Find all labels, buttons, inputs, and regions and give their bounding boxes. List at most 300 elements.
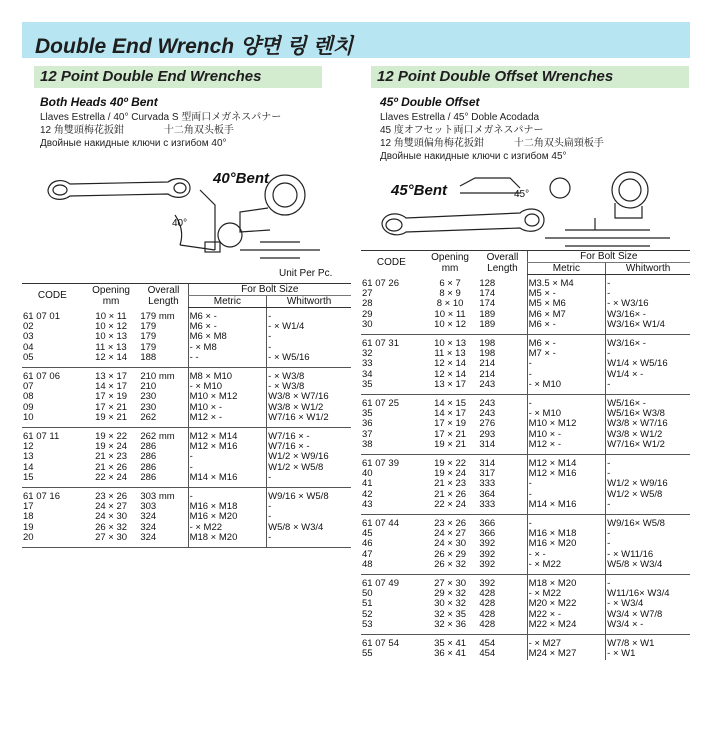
header-bolt-size: For Bolt Size xyxy=(188,284,351,296)
cell-opening: 19 × 21 xyxy=(422,440,479,455)
cell-metric: - xyxy=(527,515,606,530)
table-row xyxy=(361,490,690,500)
cell-whitworth: - × W1/4 xyxy=(267,322,351,332)
cell-length: 392 xyxy=(479,578,496,590)
cell-code: 61 07 54 xyxy=(362,638,399,650)
cell-metric: M16 × M20 xyxy=(527,539,606,549)
cell-length: 243 xyxy=(479,398,496,410)
cell-length: 179 xyxy=(140,331,157,343)
cell-code: 35 xyxy=(361,380,422,395)
cell-length: 243 xyxy=(479,408,496,420)
cell-whitworth: W5/8 × W3/4 xyxy=(606,560,690,575)
header-metric: Metric xyxy=(188,296,267,308)
cell-opening: 32 × 36 xyxy=(422,620,479,635)
cell-length: 179 xyxy=(140,321,157,333)
table-row xyxy=(22,473,351,488)
cell-metric: M12 × M16 xyxy=(527,469,606,479)
header-whitworth: Whitworth xyxy=(606,263,690,275)
cell-whitworth: - xyxy=(267,533,351,548)
cell-metric: - xyxy=(527,359,606,369)
header-metric: Metric xyxy=(527,263,606,275)
cell-metric: M10 × M12 xyxy=(188,392,267,402)
cell-opening: 26 × 29 xyxy=(434,548,467,560)
table-row xyxy=(361,320,690,335)
table-row xyxy=(361,529,690,539)
cell-length: 230 xyxy=(140,391,157,403)
cell-opening: 10 × 12 xyxy=(422,320,479,335)
cell-length: 428 xyxy=(479,608,496,620)
cell-code: 53 xyxy=(361,620,422,635)
cell-length: 189 xyxy=(479,308,496,320)
table-row xyxy=(22,413,351,428)
cell-whitworth: W3/8 × W1/2 xyxy=(267,403,351,413)
cell-opening: 21 × 23 xyxy=(434,478,467,490)
cell-length: 428 xyxy=(479,588,496,600)
table-row xyxy=(361,440,690,455)
cell-length: 174 xyxy=(479,298,496,310)
cell-code: 08 xyxy=(23,391,34,403)
cell-opening: 14 × 15 xyxy=(434,398,467,410)
cell-length: 293 xyxy=(479,428,496,440)
cell-metric: M12 × M14 xyxy=(527,455,606,470)
header-code: CODE xyxy=(22,284,83,308)
cell-opening: 24 × 30 xyxy=(434,538,467,550)
cell-whitworth: W7/16 × W1/2 xyxy=(267,413,351,428)
cell-metric: - xyxy=(527,395,606,410)
cell-code: 12 xyxy=(23,441,34,453)
cell-code: 10 xyxy=(22,413,83,428)
cell-length: 324 xyxy=(140,511,157,523)
cell-length: 276 xyxy=(479,418,496,430)
left-bent-label: 40°Bent xyxy=(213,170,270,187)
cell-metric: - × - xyxy=(527,550,606,560)
cell-metric: - × M10 xyxy=(527,409,606,419)
cell-metric: M6 × - xyxy=(188,322,267,332)
cell-opening: 10 × 11 xyxy=(434,308,466,320)
cell-metric: - xyxy=(527,490,606,500)
cell-metric: M16 × M20 xyxy=(188,512,267,522)
cell-whitworth: - xyxy=(606,275,690,290)
cell-opening: 8 × 10 xyxy=(436,298,464,310)
right-bent-label: 45°Bent xyxy=(391,182,448,199)
cell-metric: M12 × M16 xyxy=(188,442,267,452)
cell-length: 188 xyxy=(139,353,188,368)
cell-metric: M5 × - xyxy=(527,289,606,299)
cell-whitworth: W3/4 × W7/8 xyxy=(606,610,690,620)
cell-whitworth: W5/16× W3/8 xyxy=(606,409,690,419)
cell-opening: 10 × 12 xyxy=(95,321,128,333)
cell-code: 61 07 01 xyxy=(23,310,60,322)
cell-code: 43 xyxy=(361,500,422,515)
cell-metric: M6 × - xyxy=(188,308,267,323)
cell-whitworth: - × W3/16 xyxy=(606,299,690,309)
cell-length: 286 xyxy=(139,473,188,488)
table-row xyxy=(361,560,690,575)
cell-metric: M24 × M27 xyxy=(527,649,606,659)
cell-whitworth: W1/2 × W5/8 xyxy=(606,490,690,500)
cell-code: 51 xyxy=(362,598,373,610)
cell-opening: 13 × 17 xyxy=(95,371,128,383)
cell-opening: 19 × 22 xyxy=(95,431,128,443)
cell-length: 392 xyxy=(479,548,496,560)
cell-code: 32 xyxy=(362,348,373,360)
cell-code: 33 xyxy=(362,358,373,370)
cell-length: 230 xyxy=(140,401,157,413)
table-row xyxy=(361,275,690,290)
cell-opening: 8 × 9 xyxy=(439,288,461,300)
cell-whitworth: - xyxy=(606,539,690,549)
cell-whitworth: W3/16× - xyxy=(606,335,690,350)
cell-code: 02 xyxy=(23,321,34,333)
cell-opening: 21 × 23 xyxy=(95,451,128,463)
cell-metric: M16 × M18 xyxy=(188,502,267,512)
cell-opening: 10 × 13 xyxy=(95,331,128,343)
cell-metric: - xyxy=(188,463,267,473)
cell-opening: 23 × 26 xyxy=(95,491,128,503)
cell-opening: 17 × 19 xyxy=(434,418,467,430)
cell-opening: 14 × 17 xyxy=(434,408,467,420)
cell-opening: 23 × 26 xyxy=(434,518,467,530)
cell-opening: 6 × 7 xyxy=(439,277,461,289)
cell-whitworth: - xyxy=(267,343,351,353)
cell-length: 179 xyxy=(140,341,157,353)
cell-metric: - xyxy=(188,452,267,462)
cell-length: 392 xyxy=(479,538,496,550)
cell-length: 454 xyxy=(479,638,496,650)
cell-opening: 19 × 24 xyxy=(434,468,467,480)
cell-whitworth: - xyxy=(606,500,690,515)
cell-whitworth: - xyxy=(606,469,690,479)
cell-whitworth: W3/4 × - xyxy=(606,620,690,635)
cell-code: 50 xyxy=(362,588,373,600)
cell-opening: 17 × 21 xyxy=(434,428,467,440)
cell-metric: M6 × M8 xyxy=(188,332,267,342)
cell-whitworth: W1/4 × - xyxy=(606,370,690,380)
cell-length: 366 xyxy=(479,528,496,540)
cell-whitworth: - × W5/16 xyxy=(267,353,351,368)
table-row xyxy=(22,322,351,332)
cell-code: 38 xyxy=(361,440,422,455)
cell-code: 48 xyxy=(361,560,422,575)
cell-opening: 24 × 30 xyxy=(95,511,128,523)
cell-code: 14 xyxy=(23,461,34,473)
cell-code: 05 xyxy=(22,353,83,368)
cell-length: 314 xyxy=(479,458,496,470)
cell-opening: 24 × 27 xyxy=(434,528,467,540)
cell-whitworth: - xyxy=(267,332,351,342)
cell-length: 262 mm xyxy=(140,431,175,443)
unit-label: Unit Per Pc. xyxy=(279,268,333,279)
cell-code: 55 xyxy=(362,648,373,660)
cell-metric: - xyxy=(527,479,606,489)
header-bolt-size: For Bolt Size xyxy=(527,251,690,263)
cell-length: 210 mm xyxy=(140,371,175,383)
left-ml-line-1: Llaves Estrella / 40° Curvada S 型両口メガネスパナー xyxy=(40,112,282,123)
cell-code: 41 xyxy=(362,478,373,490)
cell-code: 61 07 11 xyxy=(23,431,60,443)
cell-opening: 21 × 26 xyxy=(95,461,128,473)
cell-length: 324 xyxy=(139,533,188,548)
cell-code: 15 xyxy=(22,473,83,488)
cell-length: 198 xyxy=(479,338,496,350)
cell-metric: M18 × M20 xyxy=(188,533,267,548)
cell-metric: M22 × M24 xyxy=(527,620,606,635)
table-row xyxy=(22,308,351,323)
cell-code: 37 xyxy=(362,428,373,440)
cell-code: 18 xyxy=(23,511,34,523)
cell-opening: 12 × 14 xyxy=(434,368,467,380)
table-row xyxy=(22,502,351,512)
cell-length: 392 xyxy=(478,560,527,575)
cell-metric: - × M22 xyxy=(527,560,606,575)
cell-opening: 19 × 21 xyxy=(83,413,140,428)
table-row xyxy=(361,395,690,410)
left-section-title: 12 Point Double End Wrenches xyxy=(34,66,322,88)
cell-opening: 32 × 35 xyxy=(434,608,467,620)
cell-length: 286 xyxy=(140,461,157,473)
left-table-body xyxy=(22,308,351,548)
cell-length: 303 xyxy=(140,501,157,513)
cell-metric: M10 × - xyxy=(188,403,267,413)
header-whitworth: Whitworth xyxy=(267,296,351,308)
cell-whitworth: - xyxy=(606,349,690,359)
cell-length: 243 xyxy=(478,380,527,395)
cell-code: 52 xyxy=(362,608,373,620)
cell-code: 13 xyxy=(23,451,34,463)
table-row xyxy=(361,649,690,659)
cell-opening: 26 × 32 xyxy=(95,521,128,533)
table-row xyxy=(22,533,351,548)
table-row xyxy=(22,488,351,503)
page-title: Double End Wrench 양면 링 렌치 xyxy=(35,35,354,58)
cell-length: 324 xyxy=(140,521,157,533)
cell-code: 45 xyxy=(362,528,373,540)
cell-whitworth: - xyxy=(606,289,690,299)
cell-code: 61 07 25 xyxy=(362,398,399,410)
cell-opening: 21 × 26 xyxy=(434,488,467,500)
table-row xyxy=(361,500,690,515)
cell-opening: 26 × 32 xyxy=(422,560,479,575)
cell-opening: 36 × 41 xyxy=(434,648,467,660)
cell-opening: 14 × 17 xyxy=(95,381,128,393)
cell-code: 30 xyxy=(361,320,422,335)
cell-whitworth: W1/2 × W9/16 xyxy=(606,479,690,489)
cell-code: 29 xyxy=(362,308,373,320)
right-section-title: 12 Point Double Offset Wrenches xyxy=(371,66,689,88)
cell-opening: 27 × 30 xyxy=(434,578,467,590)
cell-opening: 17 × 21 xyxy=(95,401,128,413)
table-row xyxy=(22,428,351,443)
table-row xyxy=(361,515,690,530)
cell-whitworth: - xyxy=(606,380,690,395)
left-angle-label: 40° xyxy=(172,218,188,229)
cell-whitworth: - × W11/16 xyxy=(606,550,690,560)
cell-metric: - × M10 xyxy=(188,382,267,392)
cell-length: 333 xyxy=(478,500,527,515)
cell-length: 428 xyxy=(479,598,496,610)
cell-length: 286 xyxy=(140,451,157,463)
cell-code: 04 xyxy=(23,341,34,353)
cell-whitworth: W5/16× - xyxy=(606,395,690,410)
cell-code: 47 xyxy=(362,548,373,560)
cell-length: 286 xyxy=(140,441,157,453)
table-row xyxy=(22,463,351,473)
cell-length: 214 xyxy=(479,358,496,370)
cell-metric: M22 × - xyxy=(527,610,606,620)
cell-whitworth: W7/16× W1/2 xyxy=(606,440,690,455)
cell-length: 364 xyxy=(479,488,496,500)
cell-whitworth: - xyxy=(267,502,351,512)
left-ml-line-2: 12 角雙頭梅花扳鉗 十二角双头板手 xyxy=(40,125,234,136)
cell-metric: M10 × - xyxy=(527,430,606,440)
right-ml-line-2: 45 度オフセット両口メガネスパナー xyxy=(380,125,544,136)
cell-whitworth: - xyxy=(267,512,351,522)
cell-code: 17 xyxy=(23,501,34,513)
header-opening: Opening mm xyxy=(83,284,140,308)
cell-metric: M5 × M6 xyxy=(527,299,606,309)
right-ml-line-3: 12 角雙頭偏角梅花扳鉗 十二角双头扁頸板手 xyxy=(380,138,604,149)
table-row xyxy=(361,455,690,470)
right-ml-line-4: Двойные накидные ключи с изгибом 45° xyxy=(380,151,567,162)
cell-opening: 19 × 24 xyxy=(95,441,128,453)
cell-code: 34 xyxy=(362,368,373,380)
cell-whitworth: W7/16 × - xyxy=(267,442,351,452)
header-length: Overall Length xyxy=(139,284,188,308)
cell-code: 42 xyxy=(362,488,373,500)
cell-opening: 11 × 13 xyxy=(434,348,466,360)
cell-whitworth: - xyxy=(267,473,351,488)
cell-whitworth: W3/8 × W7/16 xyxy=(267,392,351,402)
cell-opening: 10 × 13 xyxy=(434,338,467,350)
cell-whitworth: W3/8 × W7/16 xyxy=(606,419,690,429)
cell-metric: M10 × M12 xyxy=(527,419,606,429)
cell-opening: 27 × 30 xyxy=(83,533,140,548)
cell-opening: 22 × 24 xyxy=(422,500,479,515)
right-subtitle: 45º Double Offset xyxy=(380,95,480,109)
cell-length: 179 mm xyxy=(140,310,175,322)
cell-opening: 12 × 14 xyxy=(434,358,467,370)
cell-length: 366 xyxy=(479,518,496,530)
cell-opening: 29 × 32 xyxy=(434,588,467,600)
right-spec-table xyxy=(361,250,690,660)
cell-opening: 11 × 13 xyxy=(95,341,127,353)
cell-metric: M14 × M16 xyxy=(188,473,267,488)
cell-metric: M8 × M10 xyxy=(188,368,267,383)
cell-whitworth: W3/16× - xyxy=(606,310,690,320)
cell-metric: M6 × - xyxy=(527,335,606,350)
cell-whitworth: W1/2 × W5/8 xyxy=(267,463,351,473)
cell-whitworth: W7/8 × W1 xyxy=(606,635,690,650)
cell-code: 61 07 31 xyxy=(362,338,399,350)
cell-whitworth: W1/2 × W9/16 xyxy=(267,452,351,462)
cell-code: 61 07 26 xyxy=(362,277,399,289)
right-wrench-drawing xyxy=(380,168,680,253)
cell-code: 19 xyxy=(23,521,34,533)
cell-whitworth: W5/8 × W3/4 xyxy=(267,523,351,533)
cell-length: 454 xyxy=(479,648,496,660)
left-subtitle: Both Heads 40º Bent xyxy=(40,95,158,109)
cell-whitworth: - xyxy=(606,575,690,590)
cell-whitworth: W11/16× W3/4 xyxy=(606,589,690,599)
cell-whitworth: - xyxy=(606,529,690,539)
table-row xyxy=(22,523,351,533)
cell-metric: - × M10 xyxy=(527,380,606,395)
cell-code: 27 xyxy=(362,288,373,300)
cell-metric: M20 × M22 xyxy=(527,599,606,609)
table-row xyxy=(361,380,690,395)
cell-opening: 19 × 22 xyxy=(434,458,467,470)
cell-whitworth: - xyxy=(606,455,690,470)
left-spec-table xyxy=(22,283,351,548)
cell-code: 35 xyxy=(362,408,373,420)
cell-metric: M6 × - xyxy=(527,320,606,335)
cell-whitworth: - × W1 xyxy=(606,649,690,659)
cell-length: 198 xyxy=(479,348,496,360)
cell-metric: M6 × M7 xyxy=(527,310,606,320)
cell-opening: 10 × 11 xyxy=(95,310,127,322)
cell-code: 61 07 16 xyxy=(23,491,60,503)
cell-metric: M12 × M14 xyxy=(188,428,267,443)
table-row xyxy=(22,353,351,368)
cell-opening: 35 × 41 xyxy=(434,638,467,650)
header-opening: Opening mm xyxy=(422,251,479,275)
cell-metric: - × M27 xyxy=(527,635,606,650)
cell-code: 61 07 06 xyxy=(23,371,60,383)
cell-code: 40 xyxy=(362,468,373,480)
cell-metric: - × M22 xyxy=(188,523,267,533)
cell-length: 174 xyxy=(479,288,496,300)
cell-code: 61 07 44 xyxy=(362,518,399,530)
cell-opening: 22 × 24 xyxy=(83,473,140,488)
cell-metric: M12 × - xyxy=(188,413,267,428)
cell-length: 128 xyxy=(479,277,496,289)
cell-metric: M14 × M16 xyxy=(527,500,606,515)
cell-code: 09 xyxy=(23,401,34,413)
cell-code: 07 xyxy=(23,381,34,393)
table-row xyxy=(361,335,690,350)
cell-metric: M12 × - xyxy=(527,440,606,455)
cell-metric: M3.5 × M4 xyxy=(527,275,606,290)
cell-length: 262 xyxy=(139,413,188,428)
cell-opening: 17 × 19 xyxy=(95,391,128,403)
cell-length: 317 xyxy=(479,468,496,480)
cell-code: 36 xyxy=(362,418,373,430)
left-ml-line-3: Двойные накидные ключи с изгибом 40° xyxy=(40,138,227,149)
cell-whitworth: W9/16 × W5/8 xyxy=(267,488,351,503)
right-table-body xyxy=(361,275,690,660)
cell-length: 428 xyxy=(478,620,527,635)
table-row xyxy=(361,370,690,380)
right-angle-label: 45° xyxy=(514,189,530,200)
table-row xyxy=(361,635,690,650)
table-row xyxy=(22,368,351,383)
cell-metric: - × M22 xyxy=(527,589,606,599)
cell-opening: 30 × 32 xyxy=(434,598,467,610)
cell-whitworth: W3/8 × W1/2 xyxy=(606,430,690,440)
table-row xyxy=(22,332,351,342)
cell-whitworth: W3/16× W1/4 xyxy=(606,320,690,335)
cell-whitworth: - × W3/8 xyxy=(267,368,351,383)
cell-metric: - - xyxy=(188,353,267,368)
cell-whitworth: - × W3/4 xyxy=(606,599,690,609)
cell-length: 314 xyxy=(478,440,527,455)
table-row xyxy=(361,620,690,635)
left-wrench-drawing xyxy=(40,160,340,275)
cell-whitworth: W9/16× W5/8 xyxy=(606,515,690,530)
cell-metric: - xyxy=(188,488,267,503)
cell-code: 61 07 39 xyxy=(362,458,399,470)
cell-whitworth: - × W3/8 xyxy=(267,382,351,392)
